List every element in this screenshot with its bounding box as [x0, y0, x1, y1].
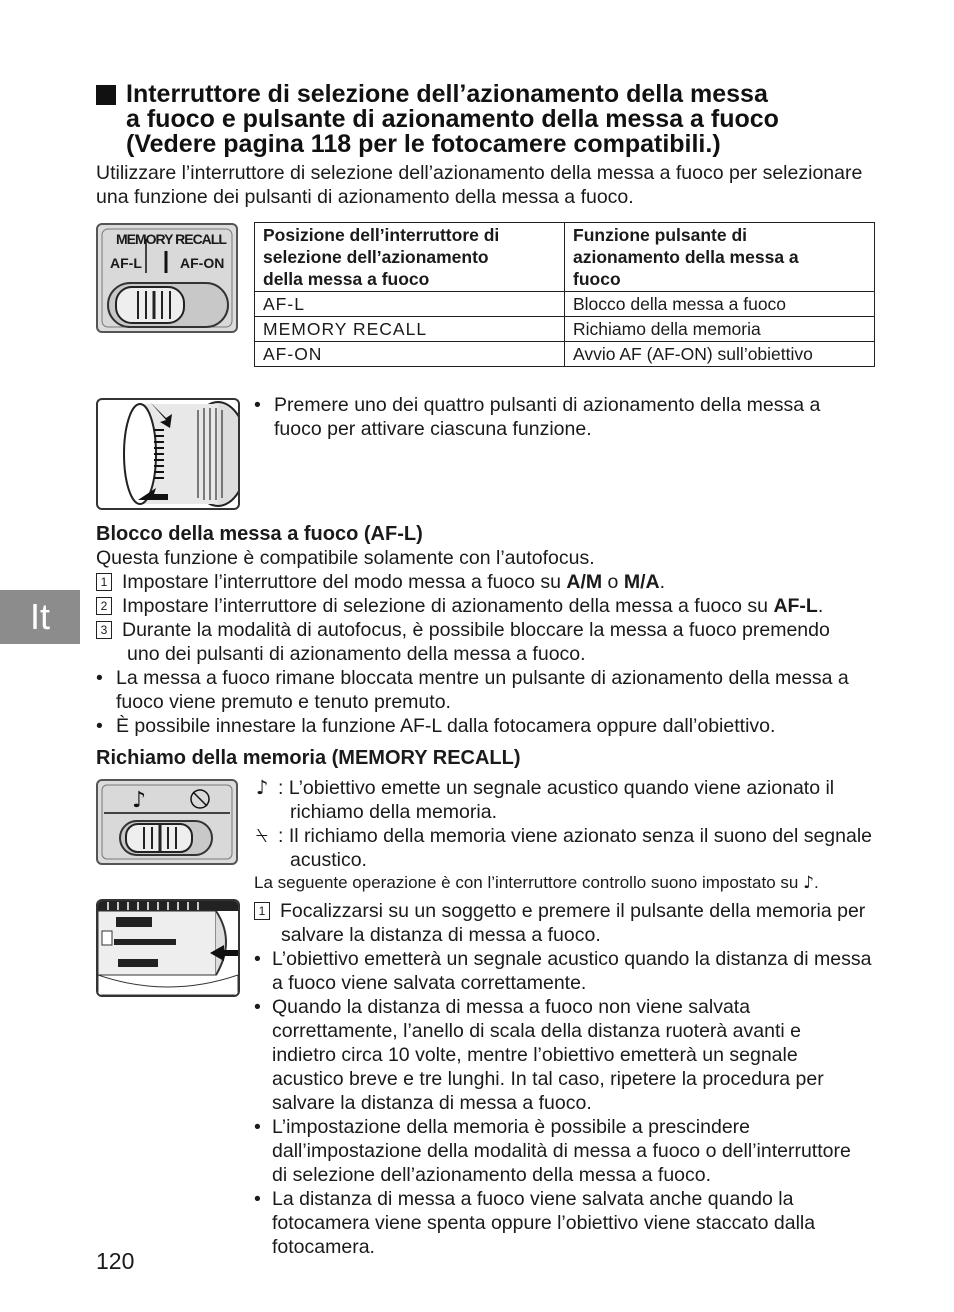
memory-bullet-1: [254, 947, 884, 995]
afl-step-2: [96, 594, 823, 618]
table-row: [255, 317, 875, 342]
memory-bullet-3: [254, 1115, 884, 1187]
sound-off-description: [256, 824, 886, 872]
press-note-line-1: Premere uno dei quattro pulsanti di azionamento della messa a: [274, 394, 821, 416]
table-row: [255, 342, 875, 367]
sound-switch-figure: [96, 779, 238, 865]
bullet-line-4: acustico breve e tre lunghi. In tal caso, ripetere la procedura per: [272, 1068, 824, 1090]
sound-off-line-1: : Il richiamo della memoria viene azionato senza il suono del segnale: [278, 825, 872, 847]
switch-label-memory-recall: MEMORY RECALL: [116, 231, 226, 247]
step-text-end: .: [817, 595, 824, 617]
table-cell-position: AF-ON: [255, 342, 565, 367]
step-number: 1: [96, 573, 112, 591]
page-number: 120: [96, 1248, 135, 1274]
table-cell-position: MEMORY RECALL: [255, 317, 565, 342]
step-text-mid: o: [602, 571, 624, 593]
intro-paragraph: [96, 161, 896, 209]
header-position-line-2: selezione dell’azionamento: [263, 247, 489, 267]
bullet-line-3: fotocamera.: [272, 1236, 375, 1258]
afl-intro: Questa funzione è compatibile solamente con l’autofocus.: [96, 547, 595, 569]
bullet-line-3: indietro circa 10 volte, mentre l’obiettivo emetterà un segnale: [272, 1044, 798, 1066]
header-function-line-1: Funzione pulsante di: [573, 225, 748, 245]
bullet-glyph: •: [254, 394, 261, 416]
sound-off-icon: ⍀: [256, 824, 268, 847]
press-note-line-2: fuoco per attivare ciascuna funzione.: [274, 418, 592, 440]
lens-illustration: [98, 400, 238, 508]
table-cell-function: Avvio AF (AF-ON) sull’obiettivo: [565, 342, 875, 367]
bullet-line-3: di selezione dell’azionamento della messa a fuoco.: [272, 1164, 712, 1186]
sound-note-text: La seguente operazione è con l’interruttore controllo suono impostato su: [254, 873, 804, 892]
memory-bullet-2: [254, 995, 884, 1115]
sound-note-end: .: [813, 873, 819, 892]
bullet-line-2: correttamente, l’anello di scala della distanza ruoterà avanti e: [272, 1020, 801, 1042]
header-position-line-3: della messa a fuoco: [263, 269, 430, 289]
bullet-glyph: •: [254, 948, 261, 970]
bullet-line-5: salvare la distanza di messa a fuoco.: [272, 1092, 592, 1114]
step-bold-afl: AF-L: [773, 595, 818, 617]
header-position-line-1: Posizione dell’interruttore di: [263, 225, 500, 245]
bullet-line-1: È possibile innestare la funzione AF-L dalla fotocamera oppure dall’obiettivo.: [116, 715, 776, 737]
step-text-end: .: [659, 571, 665, 593]
sound-on-icon: ♪: [803, 873, 814, 893]
intro-line-2: una funzione dei pulsanti di azionamento della messa a fuoco.: [96, 186, 634, 208]
table-row: [255, 292, 875, 317]
afl-bullet-2: [96, 714, 886, 738]
bullet-line-2: a fuoco viene salvata correttamente.: [272, 972, 587, 994]
language-tab: It: [0, 590, 80, 644]
afl-step-3: [96, 618, 886, 665]
lens-memory-illustration: [98, 901, 238, 995]
bullet-glyph: •: [96, 667, 103, 689]
bullet-glyph: •: [254, 996, 261, 1018]
step-number: 2: [96, 597, 112, 615]
table-header-function: [565, 223, 875, 292]
sound-note: [254, 872, 819, 894]
bullet-line-1: La distanza di messa a fuoco viene salvata anche quando la: [272, 1188, 794, 1210]
lens-memory-button-figure: [96, 899, 240, 997]
memory-step-1: [254, 899, 884, 947]
switch-label-af-l: AF-L: [110, 255, 142, 271]
step-text-line-1: Focalizzarsi su un soggetto e premere il pulsante della memoria per: [280, 900, 866, 922]
bullet-glyph: •: [254, 1116, 261, 1138]
afl-bullet-1: [96, 666, 886, 714]
table-cell-function: Blocco della messa a fuoco: [565, 292, 875, 317]
sound-on-line-2: richiamo della memoria.: [290, 801, 497, 823]
sound-on-line-1: : L’obiettivo emette un segnale acustico quando viene azionato il: [278, 777, 835, 799]
bullet-line-1: Quando la distanza di messa a fuoco non viene salvata: [272, 996, 751, 1018]
bullet-line-2: dall’impostazione della modalità di messa a fuoco o dell’interruttore: [272, 1140, 851, 1162]
step-number: 1: [254, 902, 270, 920]
lens-focus-buttons-figure: [96, 398, 240, 510]
bullet-glyph: •: [254, 1188, 261, 1210]
step-text-line-2: uno dei pulsanti di azionamento della messa a fuoco.: [127, 643, 586, 665]
step-text: Impostare l’interruttore di selezione di azionamento della messa a fuoco su: [122, 595, 774, 617]
step-number: 3: [96, 621, 112, 639]
step-bold-ma: M/A: [623, 571, 660, 593]
step-text-line-1: Durante la modalità di autofocus, è possibile bloccare la messa a fuoco premendo: [122, 619, 830, 641]
heading-line-1: Interruttore di selezione dell’azionamento della messa: [126, 80, 768, 108]
step-text-line-2: salvare la distanza di messa a fuoco.: [281, 924, 601, 946]
afl-step-1: [96, 570, 665, 594]
memory-bullet-4: [254, 1187, 884, 1259]
table-header-position: [255, 223, 565, 292]
bullet-line-1: La messa a fuoco rimane bloccata mentre un pulsante di azionamento della messa a: [116, 667, 849, 689]
switch-label-af-on: AF-ON: [180, 255, 225, 271]
heading-line-3: (Vedere pagina 118 per le fotocamere compatibili.): [126, 130, 721, 158]
memory-title: Richiamo della memoria (MEMORY RECALL): [96, 747, 521, 769]
focus-function-switch-figure: [96, 223, 238, 333]
step-bold-am: A/M: [566, 571, 603, 593]
intro-line-1: Utilizzare l’interruttore di selezione dell’azionamento della messa a fuoco per selezionare: [96, 162, 863, 184]
header-function-line-2: azionamento della messa a: [573, 247, 799, 267]
sound-on-description: [256, 776, 886, 824]
heading-line-2: a fuoco e pulsante di azionamento della messa a fuoco: [126, 105, 779, 133]
bullet-glyph: •: [96, 715, 103, 737]
heading-square-icon: [96, 85, 116, 105]
bullet-line-1: L’impostazione della memoria è possibile a prescindere: [272, 1116, 751, 1138]
table-cell-function: Richiamo della memoria: [565, 317, 875, 342]
table-header-row: [255, 223, 875, 292]
bullet-line-2: fuoco viene premuto e tenuto premuto.: [116, 691, 451, 713]
bullet-line-2: fotocamera viene spenta oppure l’obiettivo viene staccato dalla: [272, 1212, 816, 1234]
sound-switch-illustration: [98, 781, 236, 863]
function-table: [254, 222, 875, 367]
step-text: Impostare l’interruttore del modo messa a fuoco su: [122, 571, 567, 593]
afl-title: Blocco della messa a fuoco (AF-L): [96, 523, 423, 545]
table-cell-position: AF-L: [255, 292, 565, 317]
sound-on-icon: ♪: [256, 776, 269, 799]
svg-text:♪: ♪: [132, 788, 147, 813]
bullet-line-1: L’obiettivo emetterà un segnale acustico quando la distanza di messa: [272, 948, 872, 970]
sound-off-line-2: acustico.: [290, 849, 367, 871]
header-function-line-3: fuoco: [573, 269, 621, 289]
